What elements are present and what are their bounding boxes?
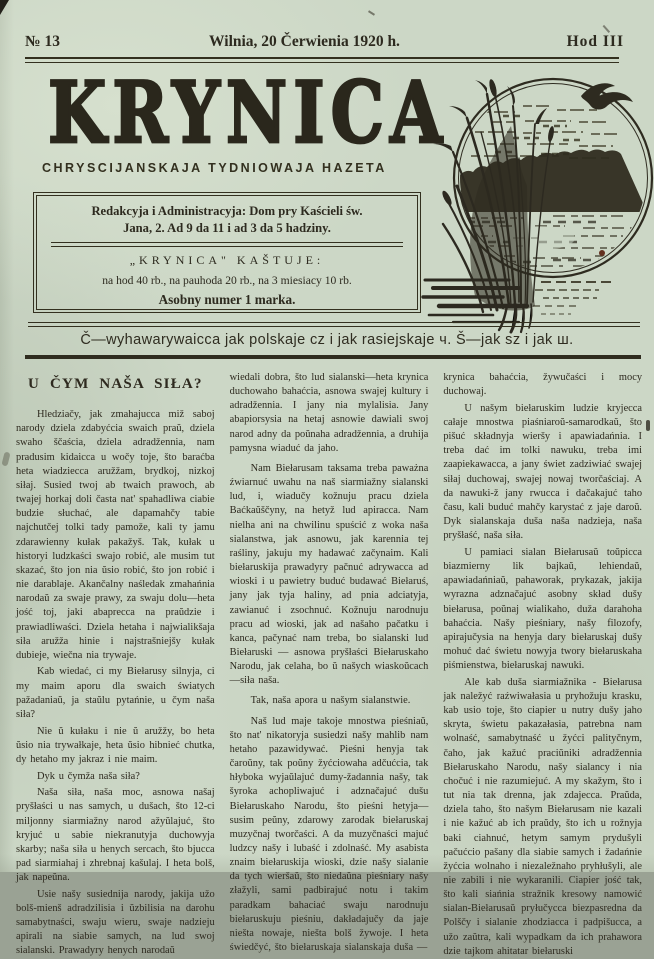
paper-speck (1, 451, 10, 466)
paragraph: U našym biełaruskim ludzie kryjecca całaje mnostwa piaśniaroŭ-samarodkaŭ, što pišuć składnyja wieršy i apawiadańnia. I treba dać im tolki nawuku, treba imi zaapiekawacca, a jany świet zadziwiać swajej siłaj duchowaj, swajej nowaj tworčaściaj. A da nawuki-ž jany rwucca i dačakajuć taho času, kali buduć mahčy karystać z jaje daroŭ. Dyk sialanskaja duša naša nadzieja, naša pryšłaść, naša siła. (443, 402, 643, 542)
pronunciation-bottom-rule (25, 355, 641, 359)
paragraph: Kab wiedać, ci my Biełarusy silnyja, ci my maim aporu dla swaich światych pažadaniaŭ, ja staŭlu pytańnie, u čym naša siła? (16, 666, 215, 720)
spring-landscape-vignette-icon (423, 66, 653, 334)
paragraph: Naš lud maje takoje mnostwa pieśniaŭ, što nat' nikatoryja susiedzi našy mahlib nam hetaho pazawidywać. Pieśni henyja tak čaroŭny, tak poŭny žyćciowaha adčućcia, tak hłyboka wyjaŭlajuć dumy-žadannia našy, tak šyroka achopliwajuć i adznačajuć dušu Biełaruskaho Narodu, što pieśni hetyja—susim peŭny, zdarowy zarodak biełaruskaj muzyčnaj tworčaści. A da muzyčnaści majuć ludzcy našy i lubaść i zdolnaść. My asabista znaim biełaruskija wioski, dzie našy sialanie da tych wieršaŭ, što niedaŭna pieśniary našy złažyli, sami padbirajuć notu i takim paradkam bahaciać swaju narodnuju biełaruskuju pieśniu, dakładajučy da jaje niešta nowaje, niešta bolš žywoje. I heta świedčyć, što biełaruskaja sialanskaja duša — (229, 715, 429, 954)
column-2 (229, 371, 429, 954)
paragraph: Nam Biełarusam taksama treba paważna źwiarnuć uwahu na naš siarmiažny sialanski lud, i, wiadučy kožnuju pracu dziela Baćkaŭščyny, na hetyž lud apiracca. Nam nielha ani na chwilinu spuścić z woka naša sialanstwa, jak asnowu, jak karennia tej raśliny, jakuju my hadawać začynaim. Kali biełaruskija prawadyry pačnuć adrywacca ad wioski i u pawietry buduć budawać Biełaruś, jany jak tyja haliny, ad pnia adciatyja, zawianuć i zsochnuć. Kožnuju narodnuju pracu ad wioski, jak ad našaho pačatku i kanca, pačynać nam treba, bo sialanski lud Biełaruski — asnowa pryšłaści Biełaruskaho Narodu, jak celaha, bo ŭ našych wiaskoŭcach—siła naša. (229, 462, 429, 687)
address-line-2: Jana, 2. Ad 9 da 11 i ad 3 da 5 hadziny. (123, 221, 331, 235)
paper-speck (603, 25, 610, 33)
paragraph: wiedali dobra, što lud sialanski—heta krynica duchowaho bahaćcia, asnowa swajej kultury i adradžennia. I jany nia mylalisia. Jany abapiorsysia na hetaj asnowie dawiali swoj narod adny da poŭnaha adradžennia, a druhija pamysna wiaduć da jaho. (229, 372, 429, 454)
paper-speck (368, 10, 375, 15)
issue-number: № 13 (25, 33, 60, 50)
page-header (25, 33, 624, 55)
paragraph: Naša siła, naša moc, asnowa našaj pryšłaści u nas samych, u dušach, što 12-ci miljonny siarmiažny narod ažyŭlajuć, što kryjuć u sabie niekranutyja duchowyja skarby; naša siła u henych sercach, što bjucca pad siarmiahaj i zhrebnaj kašulaj. I heta bolš, jak napeŭna. (16, 787, 215, 884)
paragraph: krynica bahaćcia, žywučaści i mocy duchowaj. (443, 372, 643, 398)
masthead-title: KRYNICA (48, 64, 449, 163)
column-3 (443, 371, 643, 957)
paper-speck (599, 250, 605, 256)
paragraph: Dyk u čymža naša siła? (37, 770, 140, 782)
subscription-prices: na hod 40 rb., na pauhoda 20 rb., na 3 miesiacy 10 rb. (102, 274, 352, 287)
info-box-divider (51, 242, 403, 247)
subscription-title: „KRYNICA" KAŠTUJE: (129, 253, 325, 267)
paragraph: Hledziačy, jak zmahajucca miž saboj narody dziela zdabyćcia swaich praŭ, dziela swaho ščaścia, dziela adradžennia, nam pradusim kidaicca u wočy toje, što baraćba heta wiadziecca aružžam, brydkoj, nizkoj siłaj. Susied twoj ab twaich prawoch, ab twajej horkaj doli časta nat' spahadliwa ciabie budzie słuchać, ale dapamahčy tabie najchutčej tolki tady pamože, kali ty jamu zdarawienny kułak pakažyš. Tak, kułak u historyi ludzkaści swajo robić, ale musim tut skazać, što jon nia ŭsio robić, što jon robić i nie darablaje. Akančalny naśledak zmahańnia narodaŭ za swaje prawy, za swaju dolu—heta jość toj, jaki abaprecca na praŭdzie i prawiadliwaści. Dziela hetaha i najwialikšaja siła aružža hinie i najstrašniejšy kułak dubieje, wiečna nia trywaje. (16, 409, 215, 661)
paper-speck (0, 0, 9, 15)
column-1 (16, 371, 215, 957)
flying-bird-icon (581, 83, 633, 109)
masthead-subtitle: CHRYSCIJANSKAJA TYDNIOWAJA HAZETA (42, 161, 387, 175)
paper-speck (646, 420, 650, 431)
paragraph: Ale kab duša siarmiažnika - Biełarusa jak naležyć raźwiwałasia u pryhožuju krasku, kab usio toje, što ciapier u nutry dušy jaho skryta, świetu pakazałasia, patrebna nam wolnaść, samabytnaść u žyćci palityčnym, čaho, jak kažuć praciŭniki adradžennia Biełaruskaho Narodu, našy sialancy i nia chočuć i nie razumiejuć. A my skažym, što i tut nia tak drenna, jak zdajecca. Praŭda, dziela taho, što našym Biełarusam nie kazali i nie kažuć ab ich praŭdy, što ich u rožnyja baki ciahnuć, hetym samym prydušyli pačućcio pašany dla siabie samych i žadańnie žyćcia wolnaho i niezaležnaho pryhłušyli, ale nie zabili i nie wykaranili. Ciapier jość tak, što kali siańnia stražnik kresowy namowić sialan-Biełarusaŭ pryłučycca biezpasredna da Polščy i sialanie zhodziacca i padpišucca, a užo zaŭtra, kali wypadkam da ich prahawora dzie tajkom ahitatar biełaruski (443, 676, 643, 957)
editorial-info-box-inner (36, 195, 418, 310)
single-issue-price: Asobny numer 1 marka. (158, 292, 296, 307)
dateline: Wilnia, 20 Čerwienia 1920 h. (209, 33, 400, 50)
header-rule (25, 57, 619, 63)
editorial-info-box (33, 192, 421, 313)
pronunciation-note: Č—wyhawarywaicca jak polskaje cz i jak rasiejskaje ч. Š—jak sz i jak ш. (80, 332, 574, 348)
article-columns (16, 371, 643, 957)
paragraph: Usie našy susiednija narody, jakija užo bolš-mienš adradzilisia i ŭzbilisia na darohu samabytnaści, swaju wieru, swaje nadzieju apirali na siabie samych, na lud swoj sialanski. Prawadyry henych narodaŭ (16, 888, 215, 957)
article-title: U ČYM NAŠA SIŁA? (28, 376, 203, 392)
paragraph: Nie ŭ kułaku i nie ŭ aružžy, bo heta ŭsio nia trywałkaje, heta ŭsio hibnieć chutka, dy hetaho my jakraz i nie maim. (16, 725, 215, 765)
address-line-1: Redakcyja i Administracyja: Dom pry Kaścieli św. (91, 204, 363, 218)
year-label: Hod III (566, 33, 624, 50)
pronunciation-top-rule (28, 322, 640, 327)
paragraph: Tak, naša apora u našym sialanstwie. (250, 695, 411, 707)
paragraph: U pamiaci sialan Biełarusaŭ toŭpicca biazmierny lik bajkaŭ, lehiendaŭ, apawiadańniaŭ, pahaworak, prykazak, jakija wyrazna adznačajuć asobny skład dušy biełarusa, poŭnaj wialikaho, duža darahoha bahaćcia. Našy pieśniary, našy filozofy, apirajučysia na henyja dary biełaruskaj dušy mohuć dać świetu nowyja twory biełaruskaha piśmienstwa, biełaruskaj nawuki. (443, 546, 643, 672)
